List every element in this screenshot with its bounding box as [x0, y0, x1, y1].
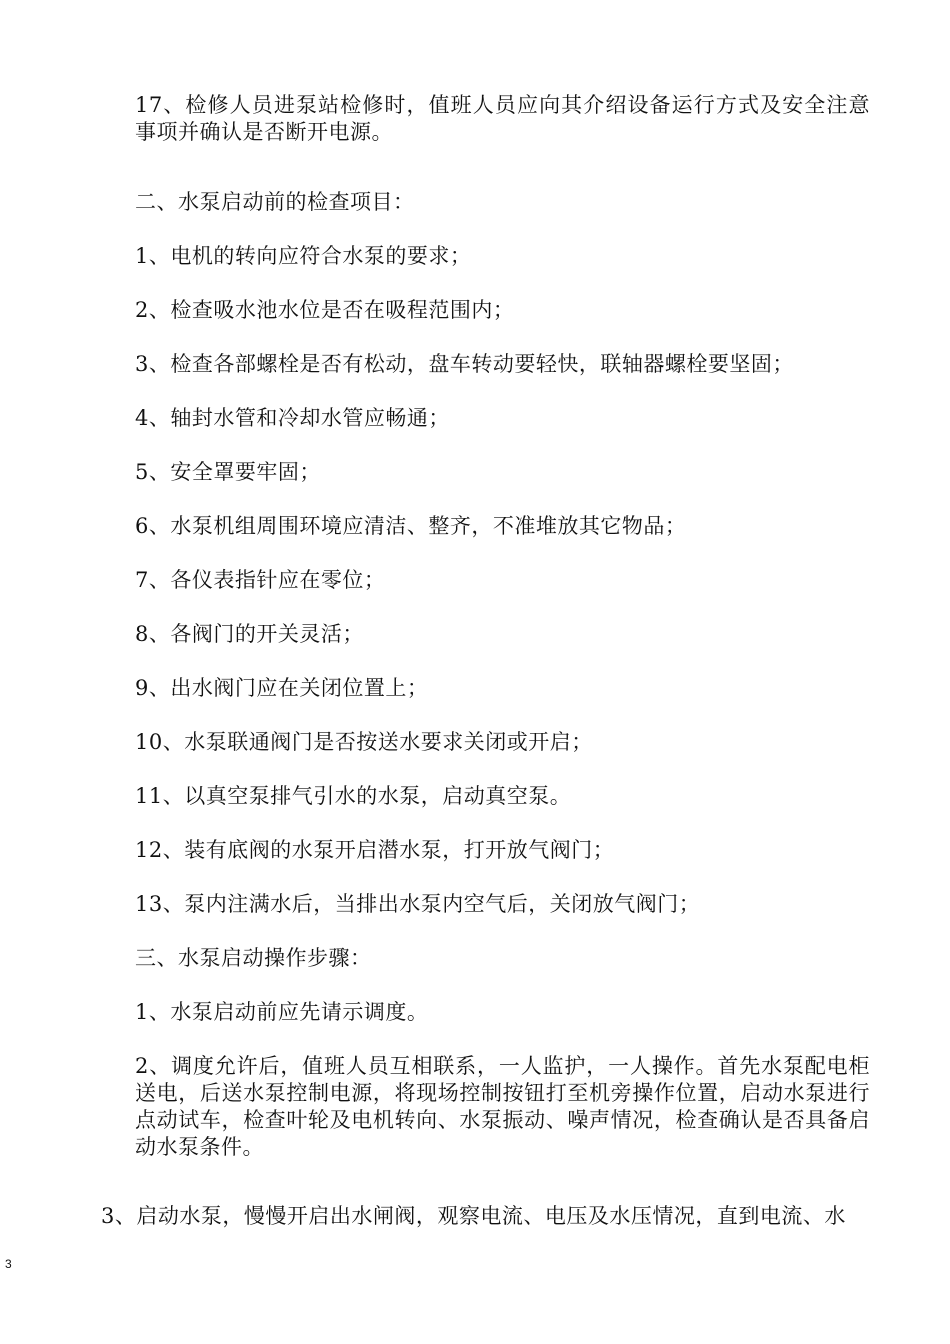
check-item-1: 1、电机的转向应符合水泵的要求；	[135, 244, 472, 268]
step-item-2: 2、调度允许后，值班人员互相联系，一人监护，一人操作。首先水泵配电柜送电，后送水泵控制电源，将现场控制按钮打至机旁操作位置，启动水泵进行点动试车，检查叶轮及电机转向、水泵振动、噪声情况，检查确认是否具备启动水泵条件。	[135, 1054, 870, 1159]
check-item-10: 10、水泵联通阀门是否按送水要求关闭或开启；	[135, 730, 593, 754]
check-item-9: 9、出水阀门应在关闭位置上；	[135, 676, 429, 700]
check-item-6: 6、水泵机组周围环境应清洁、整齐，不准堆放其它物品；	[135, 514, 687, 538]
check-item-12: 12、装有底阀的水泵开启潜水泵，打开放气阀门；	[135, 838, 615, 862]
step-item-1: 1、水泵启动前应先请示调度。	[135, 1000, 429, 1024]
check-item-5: 5、安全罩要牢固；	[135, 460, 321, 484]
step-item-3: 3、启动水泵，慢慢开启出水闸阀，观察电流、电压及水压情况，直到电流、水	[101, 1204, 846, 1228]
check-item-7: 7、各仪表指针应在零位；	[135, 568, 386, 592]
check-item-8: 8、各阀门的开关灵活；	[135, 622, 364, 646]
paragraph-item-17: 17、检修人员进泵站检修时，值班人员应向其介绍设备运行方式及安全注意事项并确认是否断开电源。	[135, 93, 870, 144]
page-number: 3	[5, 1257, 12, 1271]
check-item-13: 13、泵内注满水后，当排出水泵内空气后，关闭放气阀门；	[135, 892, 701, 916]
section-heading-2: 二、水泵启动前的检查项目：	[135, 190, 415, 214]
check-item-2: 2、检查吸水池水位是否在吸程范围内；	[135, 298, 515, 322]
check-item-11: 11、以真空泵排气引水的水泵，启动真空泵。	[135, 784, 572, 808]
check-item-4: 4、轴封水管和冷却水管应畅通；	[135, 406, 450, 430]
section-heading-3: 三、水泵启动操作步骤：	[135, 946, 372, 970]
check-item-3: 3、检查各部螺栓是否有松动，盘车转动要轻快，联轴器螺栓要坚固；	[135, 352, 794, 376]
